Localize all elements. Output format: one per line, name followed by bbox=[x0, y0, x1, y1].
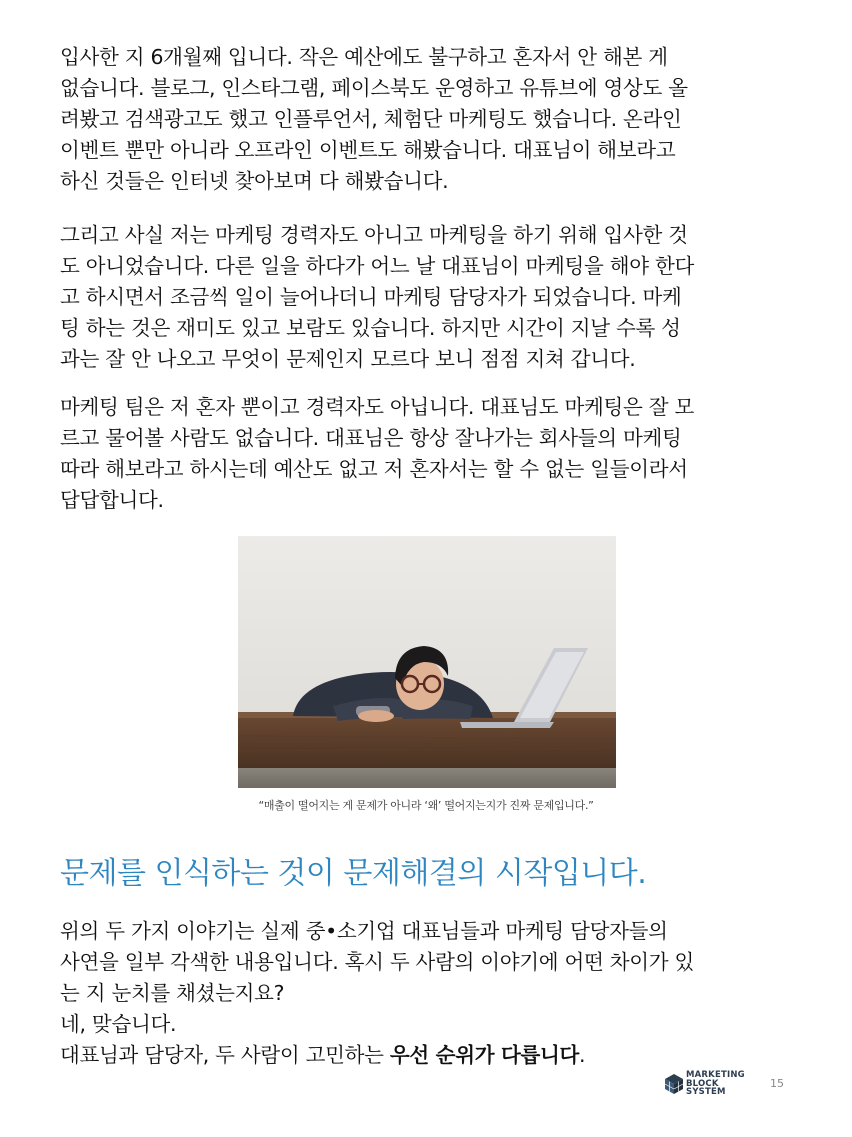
text-line: 그리고 사실 저는 마케팅 경력자도 아니고 마케팅을 하기 위해 입사한 것 bbox=[60, 223, 688, 247]
text-line: 이벤트 뿐만 아니라 오프라인 이벤트도 해봤습니다. 대표님이 해보라고 bbox=[60, 138, 676, 162]
text-line: 과는 잘 안 나오고 무엇이 문제인지 모르다 보니 점점 지쳐 갑니다. bbox=[60, 347, 636, 371]
text-line: 네, 맞습니다. bbox=[60, 1012, 177, 1036]
tired-man-laptop-photo bbox=[238, 536, 616, 788]
text-line: 마케팅 팀은 저 혼자 뿐이고 경력자도 아닙니다. 대표님도 마케팅은 잘 모 bbox=[60, 395, 694, 419]
photo-caption: “매출이 떨어지는 게 문제가 아니라 ‘왜’ 떨어지는지가 진짜 문제입니다.” bbox=[258, 799, 594, 812]
text-line: 답답합니다. bbox=[60, 488, 164, 512]
logo-wordmark bbox=[686, 1071, 745, 1097]
text-line: 려봤고 검색광고도 했고 인플루언서, 체험단 마케팅도 했습니다. 온라인 bbox=[60, 107, 682, 131]
text-line: 위의 두 가지 이야기는 실제 중•소기업 대표님들과 마케팅 담당자들의 bbox=[60, 919, 668, 943]
story-paragraph-3 bbox=[60, 392, 805, 516]
last-line-prefix: 대표님과 담당자, 두 사람이 고민하는 bbox=[60, 1043, 390, 1067]
story-paragraph-1 bbox=[60, 42, 805, 197]
last-line-suffix: . bbox=[579, 1043, 586, 1067]
emphasis-priority: 우선 순위가 다릅니다 bbox=[389, 1043, 580, 1067]
text-line bbox=[60, 1040, 805, 1071]
text-line: 사연을 일부 각색한 내용입니다. 혹시 두 사람의 이야기에 어떤 차이가 있 bbox=[60, 950, 694, 974]
text-line: 고 하시면서 조금씩 일이 늘어나더니 마케팅 담당자가 되었습니다. 마케 bbox=[60, 285, 682, 309]
text-line: 따라 해보라고 하시는데 예산도 없고 저 혼자서는 할 수 없는 일들이라서 bbox=[60, 457, 688, 481]
block-cube-icon bbox=[664, 1073, 684, 1095]
text-line: 르고 물어볼 사람도 없습니다. 대표님은 항상 잘나가는 회사들의 마케팅 bbox=[60, 426, 682, 450]
page-number: 15 bbox=[770, 1077, 784, 1090]
text-line: 입사한 지 6개월째 입니다. 작은 예산에도 불구하고 혼자서 안 해본 게 bbox=[60, 45, 668, 69]
logo-line: SYSTEM bbox=[686, 1087, 726, 1097]
text-line: 없습니다. 블로그, 인스타그램, 페이스북도 운영하고 유튜브에 영상도 올 bbox=[60, 76, 688, 100]
story-paragraph-2 bbox=[60, 220, 805, 375]
text-line: 팅 하는 것은 재미도 있고 보람도 있습니다. 하지만 시간이 지날 수록 성 bbox=[60, 316, 681, 340]
text-line: 하신 것들은 인터넷 찾아보며 다 해봤습니다. bbox=[60, 169, 449, 193]
text-line: 는 지 눈치를 채셨는지요? bbox=[60, 981, 285, 1005]
text-line: 도 아니었습니다. 다른 일을 하다가 어느 날 대표님이 마케팅을 해야 한다 bbox=[60, 254, 694, 278]
section-heading: 문제를 인식하는 것이 문제해결의 시작입니다. bbox=[60, 856, 647, 891]
logo-line: BLOCK bbox=[686, 1078, 719, 1089]
marketing-block-system-logo bbox=[664, 1071, 754, 1097]
section-paragraph bbox=[60, 916, 805, 1071]
logo-line: MARKETING bbox=[686, 1070, 745, 1080]
